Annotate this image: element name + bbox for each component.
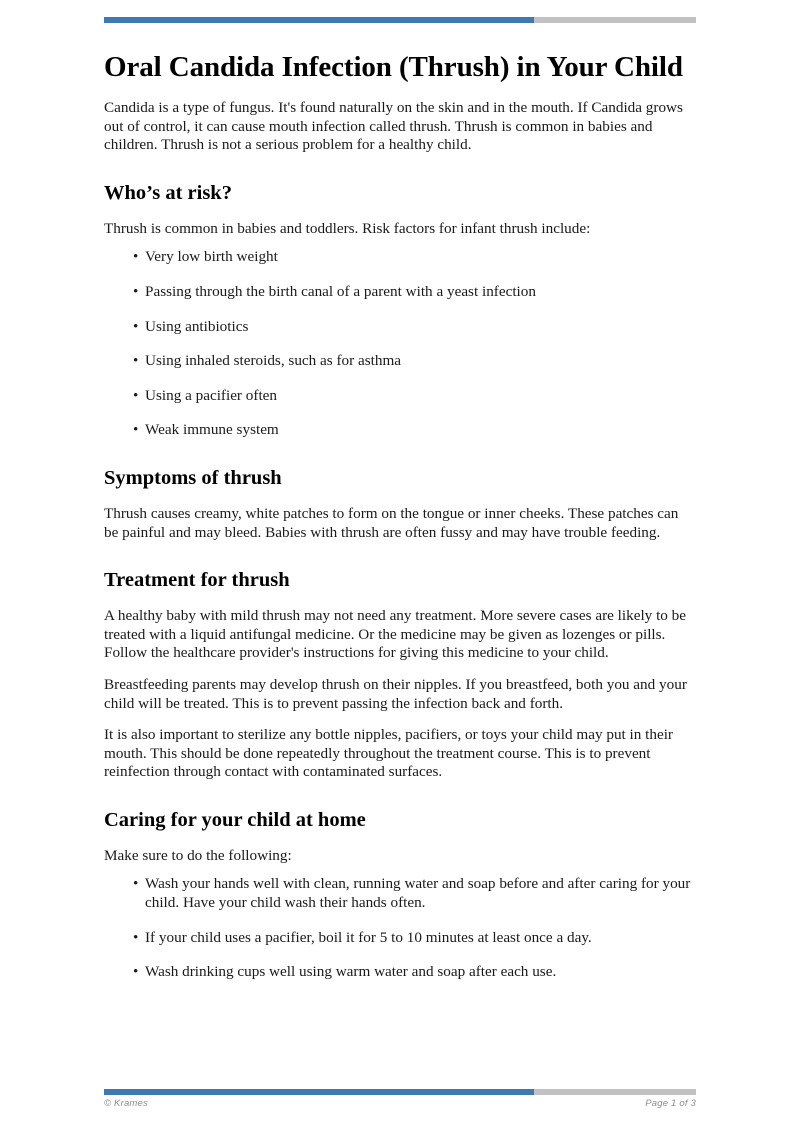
page-footer <box>104 1098 696 1109</box>
list-item-label: Wash drinking cups well using warm water and soap after each use. <box>145 963 557 981</box>
bullet-icon: • <box>133 963 139 981</box>
bullet-icon: • <box>133 421 139 439</box>
list-item <box>104 929 696 948</box>
list-item <box>104 421 696 440</box>
list-item <box>104 318 696 337</box>
section-heading-risk: Who’s at risk? <box>104 181 232 204</box>
bullet-icon: • <box>133 928 139 946</box>
bullet-icon: • <box>133 352 139 370</box>
risk-factor-list <box>104 248 696 440</box>
list-item <box>104 283 696 302</box>
footer-rule-gray-segment <box>534 1089 696 1095</box>
footer-rule-blue-segment <box>104 1089 534 1095</box>
list-item <box>104 248 696 267</box>
list-item <box>104 963 696 982</box>
bullet-icon: • <box>133 248 139 266</box>
risk-lead-paragraph: Thrush is common in babies and toddlers. Risk factors for infant thrush include: <box>104 219 591 237</box>
intro-paragraph: Candida is a type of fungus. It's found naturally on the skin and in the mouth. If Candida grows out of control, it can cause mouth infection called thrush. Thrush is common in babies and children. Thrush is not a serious problem for a healthy child. <box>104 99 683 154</box>
treatment-paragraph-2: Breastfeeding parents may develop thrush on their nipples. If you breastfeed, both you and your child will be treated. This is to prevent passing the infection back and forth. <box>104 675 687 712</box>
list-item-label: Using antibiotics <box>145 317 249 335</box>
home-care-list <box>104 875 696 981</box>
bullet-icon: • <box>133 386 139 404</box>
footer-copyright: © Krames <box>104 1098 148 1109</box>
list-item-label: Using a pacifier often <box>145 386 277 404</box>
list-item-label: Very low birth weight <box>145 248 278 266</box>
list-item-label: Passing through the birth canal of a parent with a yeast infection <box>145 282 536 300</box>
list-item-label: Weak immune system <box>145 421 279 439</box>
header-rule-blue-segment <box>104 17 534 23</box>
treatment-paragraph-3: It is also important to sterilize any bottle nipples, pacifiers, or toys your child may put in their mouth. This should be done repeatedly throughout the treatment course. This is to prevent reinfection through contact with contaminated surfaces. <box>104 726 673 781</box>
header-rule-gray-segment <box>534 17 696 23</box>
list-item-label: If your child uses a pacifier, boil it for 5 to 10 minutes at least once a day. <box>145 928 592 946</box>
symptoms-paragraph: Thrush causes creamy, white patches to form on the tongue or inner cheeks. These patches can be painful and may bleed. Babies with thrush are often fussy and may have trouble feeding. <box>104 504 679 541</box>
list-item <box>104 352 696 371</box>
bullet-icon: • <box>133 875 139 893</box>
list-item-label: Using inhaled steroids, such as for asthma <box>145 352 402 370</box>
bullet-icon: • <box>133 282 139 300</box>
footer-rule <box>104 1089 696 1095</box>
section-heading-home-care: Caring for your child at home <box>104 808 366 831</box>
list-item-label: Wash your hands well with clean, running water and soap before and after caring for your child. Have your child wash their hands often. <box>145 875 691 912</box>
section-heading-treatment: Treatment for thrush <box>104 569 290 592</box>
list-item <box>104 387 696 406</box>
home-care-lead-paragraph: Make sure to do the following: <box>104 846 292 864</box>
page-title: Oral Candida Infection (Thrush) in Your Child <box>104 51 683 83</box>
footer-page-number: Page 1 of 3 <box>645 1098 696 1109</box>
document-content <box>104 50 696 982</box>
treatment-paragraph-1: A healthy baby with mild thrush may not need any treatment. More severe cases are likely to be treated with a liquid antifungal medicine. Or the medicine may be given as lozenges or pills. Follow the healthcare provider's instructions for giving this medicine to your child. <box>104 607 687 662</box>
header-rule <box>104 17 696 23</box>
section-heading-symptoms: Symptoms of thrush <box>104 466 282 489</box>
list-item <box>104 875 696 912</box>
bullet-icon: • <box>133 317 139 335</box>
